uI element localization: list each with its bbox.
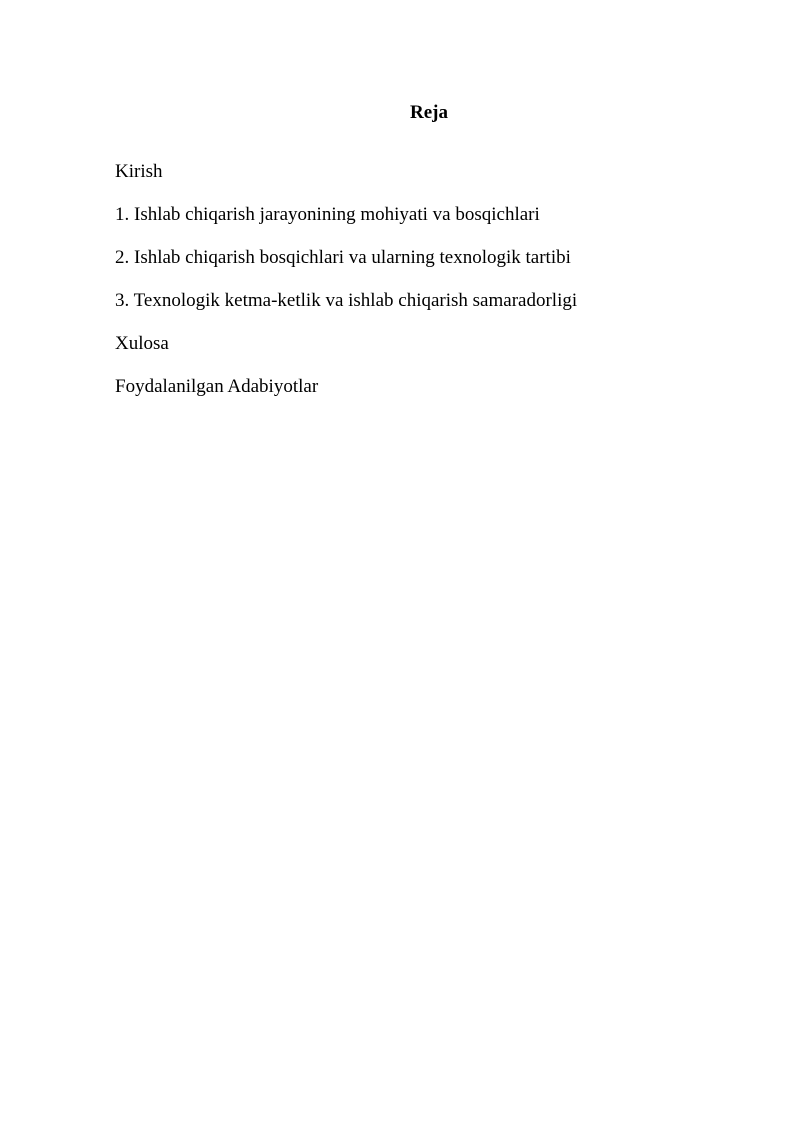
toc-item-introduction: Kirish xyxy=(115,161,163,182)
toc-item-chapter-3: 3. Texnologik ketma-ketlik va ishlab chiqarish samaradorligi xyxy=(115,290,578,311)
toc-item-chapter-1: 1. Ishlab chiqarish jarayonining mohiyati va bosqichlari xyxy=(115,204,540,225)
toc-item-conclusion: Xulosa xyxy=(115,333,169,354)
toc-item-references: Foydalanilgan Adabiyotlar xyxy=(115,376,319,397)
toc-item-chapter-2: 2. Ishlab chiqarish bosqichlari va ularning texnologik tartibi xyxy=(115,247,571,268)
table-of-contents xyxy=(115,159,577,417)
page-title: Reja xyxy=(410,102,448,123)
